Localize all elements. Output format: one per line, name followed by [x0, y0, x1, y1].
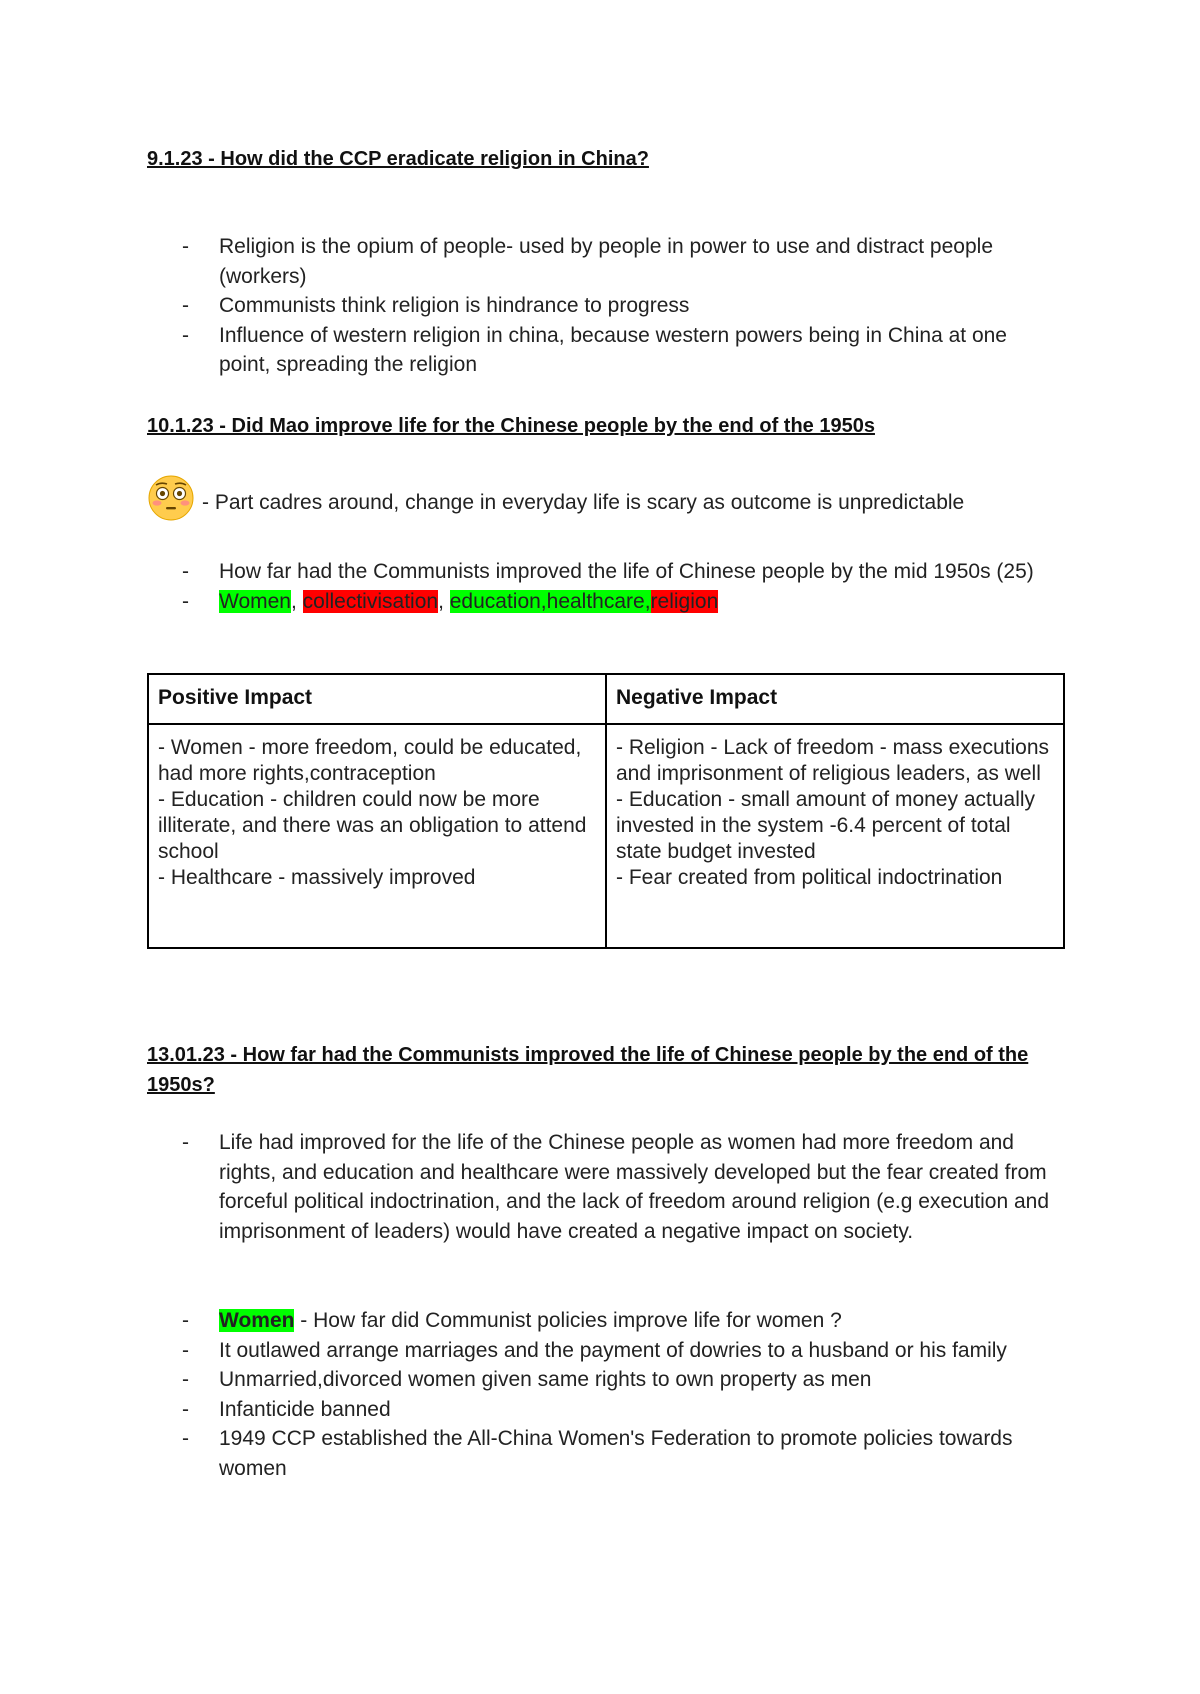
topic-education-healthcare-highlight: education,healthcare, [449, 589, 651, 613]
bullet-dash: - [182, 560, 189, 583]
bullet-dash: - [182, 1309, 189, 1332]
topic-collectivisation-highlight: collectivisation [302, 589, 439, 613]
negative-impact-header: Negative Impact [606, 674, 1064, 724]
bullet-list-religion [0, 232, 1200, 380]
list-item-text: 1949 CCP established the All-China Women's Federation to promote policies towards women [219, 1427, 1013, 1480]
list-item [0, 1128, 1059, 1246]
list-item-text: How far had the Communists improved the life of Chinese people by the mid 1950s (25) [219, 560, 1034, 583]
list-item-topics [0, 587, 1059, 617]
emoji-line [147, 474, 1107, 524]
negative-impact-item: - Fear created from political indoctrination [616, 866, 1003, 889]
list-item-text: Religion is the opium of people- used by people in power to use and distract people (workers) [219, 235, 993, 288]
section-heading-communists: 13.01.23 - How far had the Communists improved the life of Chinese people by the end of the 1950s? [147, 1044, 1029, 1096]
bullet-dash: - [182, 1427, 189, 1450]
emoji-line-text: - Part cadres around, change in everyday life is scary as outcome is unpredictable [202, 491, 965, 514]
list-item [0, 291, 1059, 321]
bullet-dash: - [182, 1368, 189, 1391]
section-heading-religion: 9.1.23 - How did the CCP eradicate religion in China? [147, 148, 649, 170]
list-item [0, 321, 1059, 380]
negative-impact-cell [606, 724, 1064, 948]
bullet-dash: - [182, 1131, 189, 1154]
bullet-dash: - [182, 294, 189, 317]
topic-religion-highlight: religion [650, 589, 719, 613]
positive-impact-item: - Education - children could now be more illiterate, and there was an obligation to attend school [158, 788, 587, 863]
bullet-dash: - [182, 235, 189, 258]
bullet-list-women [0, 1306, 1200, 1483]
list-item [0, 557, 1059, 587]
table-row [148, 724, 1064, 948]
positive-impact-header: Positive Impact [148, 674, 606, 724]
bullet-dash: - [182, 1397, 189, 1421]
bullet-dash: - [182, 1338, 189, 1362]
list-item-text: Life had improved for the life of the Chinese people as women had more freedom and rights, and education and healthcare were massively developed but the fear created from forceful political indoctrination, and the lack of freedom around religion (e.g execution and imprisonment of leaders) would have created a negative impact on society. [219, 1131, 1050, 1243]
bullet-list-communists [0, 1128, 1200, 1246]
list-item-text: - How far did Communist policies improve life for women ? [294, 1309, 842, 1332]
topic-separator: , [290, 589, 303, 613]
list-item [0, 1336, 1059, 1366]
bullet-list-mao [0, 557, 1200, 616]
flushed-face-emoji-icon [147, 474, 195, 522]
negative-impact-item: - Religion - Lack of freedom - mass executions and imprisonment of religious leaders, as well [616, 736, 1050, 785]
list-item-women [0, 1306, 1059, 1336]
bullet-dash: - [182, 323, 189, 347]
topic-separator: , [438, 589, 450, 613]
negative-impact-item: - Education - small amount of money actually invested in the system -6.4 percent of total state budget invested [616, 788, 1036, 863]
list-item-text: Influence of western religion in china, because western powers being in China at one point, spreading the religion [219, 323, 1007, 376]
list-item [0, 1424, 1059, 1483]
positive-impact-item: - Women - more freedom, could be educated, had more rights,contraception [158, 736, 582, 785]
list-item-text: Infanticide banned [219, 1397, 391, 1421]
section-heading-mao: 10.1.23 - Did Mao improve life for the Chinese people by the end of the 1950s [147, 415, 875, 437]
list-item-text: It outlawed arrange marriages and the payment of dowries to a husband or his family [219, 1338, 1007, 1362]
list-item [0, 232, 1059, 291]
list-item [0, 1365, 1059, 1395]
table-header-row [148, 674, 1064, 724]
impact-table [147, 673, 1065, 949]
list-item-text: Unmarried,divorced women given same rights to own property as men [219, 1368, 872, 1391]
list-item-text: Communists think religion is hindrance to progress [219, 294, 690, 317]
topic-women-highlight: Women [219, 589, 291, 613]
positive-impact-cell [148, 724, 606, 948]
bullet-dash: - [182, 589, 189, 613]
women-label-highlight: Women [219, 1309, 295, 1332]
positive-impact-item: - Healthcare - massively improved [158, 866, 476, 889]
list-item [0, 1395, 1059, 1425]
